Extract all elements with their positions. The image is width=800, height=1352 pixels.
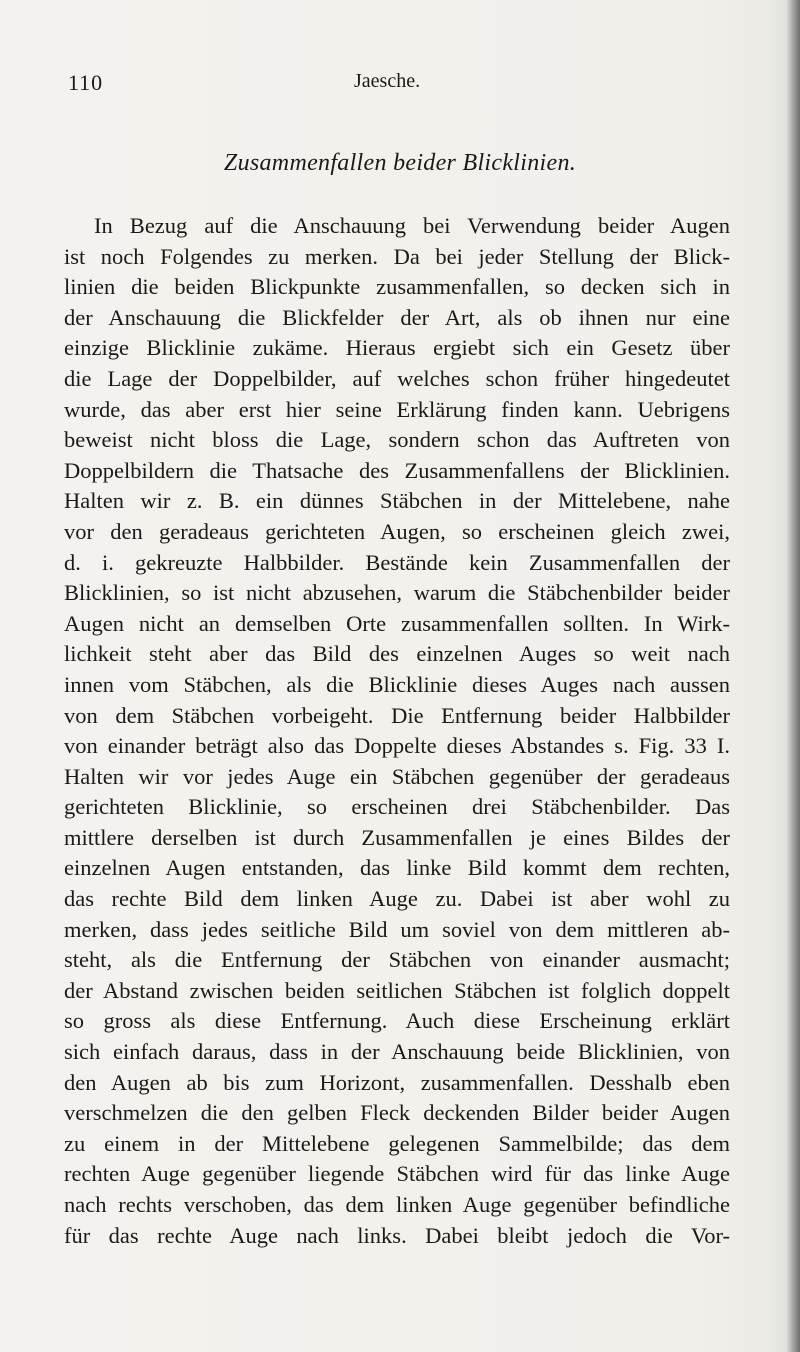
text-line: ist noch Folgendes zu merken. Da bei jeder Stellung der Blick-	[64, 243, 730, 269]
text-line: einzige Blicklinie zukäme. Hieraus ergiebt sich ein Gesetz über	[64, 335, 730, 361]
text-line: linien die beiden Blickpunkte zusammenfallen, so decken sich in	[64, 274, 730, 300]
text-line: einzelnen Augen entstanden, das linke Bild kommt dem rechten,	[64, 855, 730, 881]
section-title: Zusammenfallen beider Blicklinien.	[223, 150, 577, 176]
page-number: 110	[68, 70, 104, 95]
text-line: Halten wir z. B. ein dünnes Stäbchen in der Mittelebene, nahe	[64, 488, 730, 514]
page-edge-shadow	[786, 0, 800, 1352]
text-line: der Anschauung die Blickfelder der Art, als ob ihnen nur eine	[64, 304, 730, 330]
text-line: von dem Stäbchen vorbeigeht. Die Entfernung beider Halbbilder	[64, 702, 730, 728]
page-header	[68, 70, 728, 104]
text-line: für das rechte Auge nach links. Dabei bleibt jedoch die Vor-	[64, 1222, 730, 1248]
text-line: In Bezug auf die Anschauung bei Verwendung beider Augen	[94, 213, 730, 238]
text-line: beweist nicht bloss die Lage, sondern schon das Auftreten von	[64, 427, 730, 453]
text-line: den Augen ab bis zum Horizont, zusammenfallen. Desshalb eben	[64, 1069, 730, 1095]
running-head: Jaesche.	[354, 70, 421, 92]
text-line: merken, dass jedes seitliche Bild um soviel von dem mittleren ab-	[64, 916, 730, 942]
text-line: verschmelzen die den gelben Fleck deckenden Bilder beider Augen	[64, 1100, 730, 1126]
text-line: Blicklinien, so ist nicht abzusehen, warum die Stäbchenbilder beider	[64, 580, 730, 606]
text-line: der Abstand zwischen beiden seitlichen Stäbchen ist folglich doppelt	[64, 977, 730, 1003]
text-line: gerichteten Blicklinie, so erscheinen drei Stäbchenbilder. Das	[64, 794, 730, 820]
text-line: von einander beträgt also das Doppelte dieses Abstandes s. Fig. 33 I.	[64, 733, 730, 759]
text-line: steht, als die Entfernung der Stäbchen von einander ausmacht;	[64, 947, 730, 973]
text-line: mittlere derselben ist durch Zusammenfallen je eines Bildes der	[64, 824, 730, 850]
text-line: sich einfach daraus, dass in der Anschauung beide Blicklinien, von	[64, 1039, 730, 1065]
text-line: Halten wir vor jedes Auge ein Stäbchen gegenüber der geradeaus	[64, 763, 730, 789]
text-line: Doppelbildern die Thatsache des Zusammenfallens der Blicklinien.	[64, 457, 730, 483]
text-line: vor den geradeaus gerichteten Augen, so erscheinen gleich zwei,	[64, 518, 730, 544]
text-line: wurde, das aber erst hier seine Erklärung finden kann. Uebrigens	[64, 396, 730, 422]
body-text	[64, 211, 730, 1251]
text-line: nach rechts verschoben, das dem linken Auge gegenüber befindliche	[64, 1192, 730, 1217]
text-line: lichkeit steht aber das Bild des einzelnen Auges so weit nach	[64, 641, 730, 667]
text-line: das rechte Bild dem linken Auge zu. Dabei ist aber wohl zu	[64, 886, 730, 912]
text-line: zu einem in der Mittelebene gelegenen Sammelbilde; das dem	[64, 1130, 730, 1156]
text-line: d. i. gekreuzte Halbbilder. Bestände kein Zusammenfallen der	[64, 549, 730, 575]
text-line: die Lage der Doppelbilder, auf welches schon früher hingedeutet	[64, 365, 730, 391]
text-line: innen vom Stäbchen, als die Blicklinie dieses Auges nach aussen	[64, 671, 730, 697]
text-line: rechten Auge gegenüber liegende Stäbchen wird für das linke Auge	[64, 1161, 730, 1187]
text-line: Augen nicht an demselben Orte zusammenfallen sollten. In Wirk-	[64, 610, 730, 636]
text-line: so gross als diese Entfernung. Auch diese Erscheinung erklärt	[64, 1008, 730, 1034]
